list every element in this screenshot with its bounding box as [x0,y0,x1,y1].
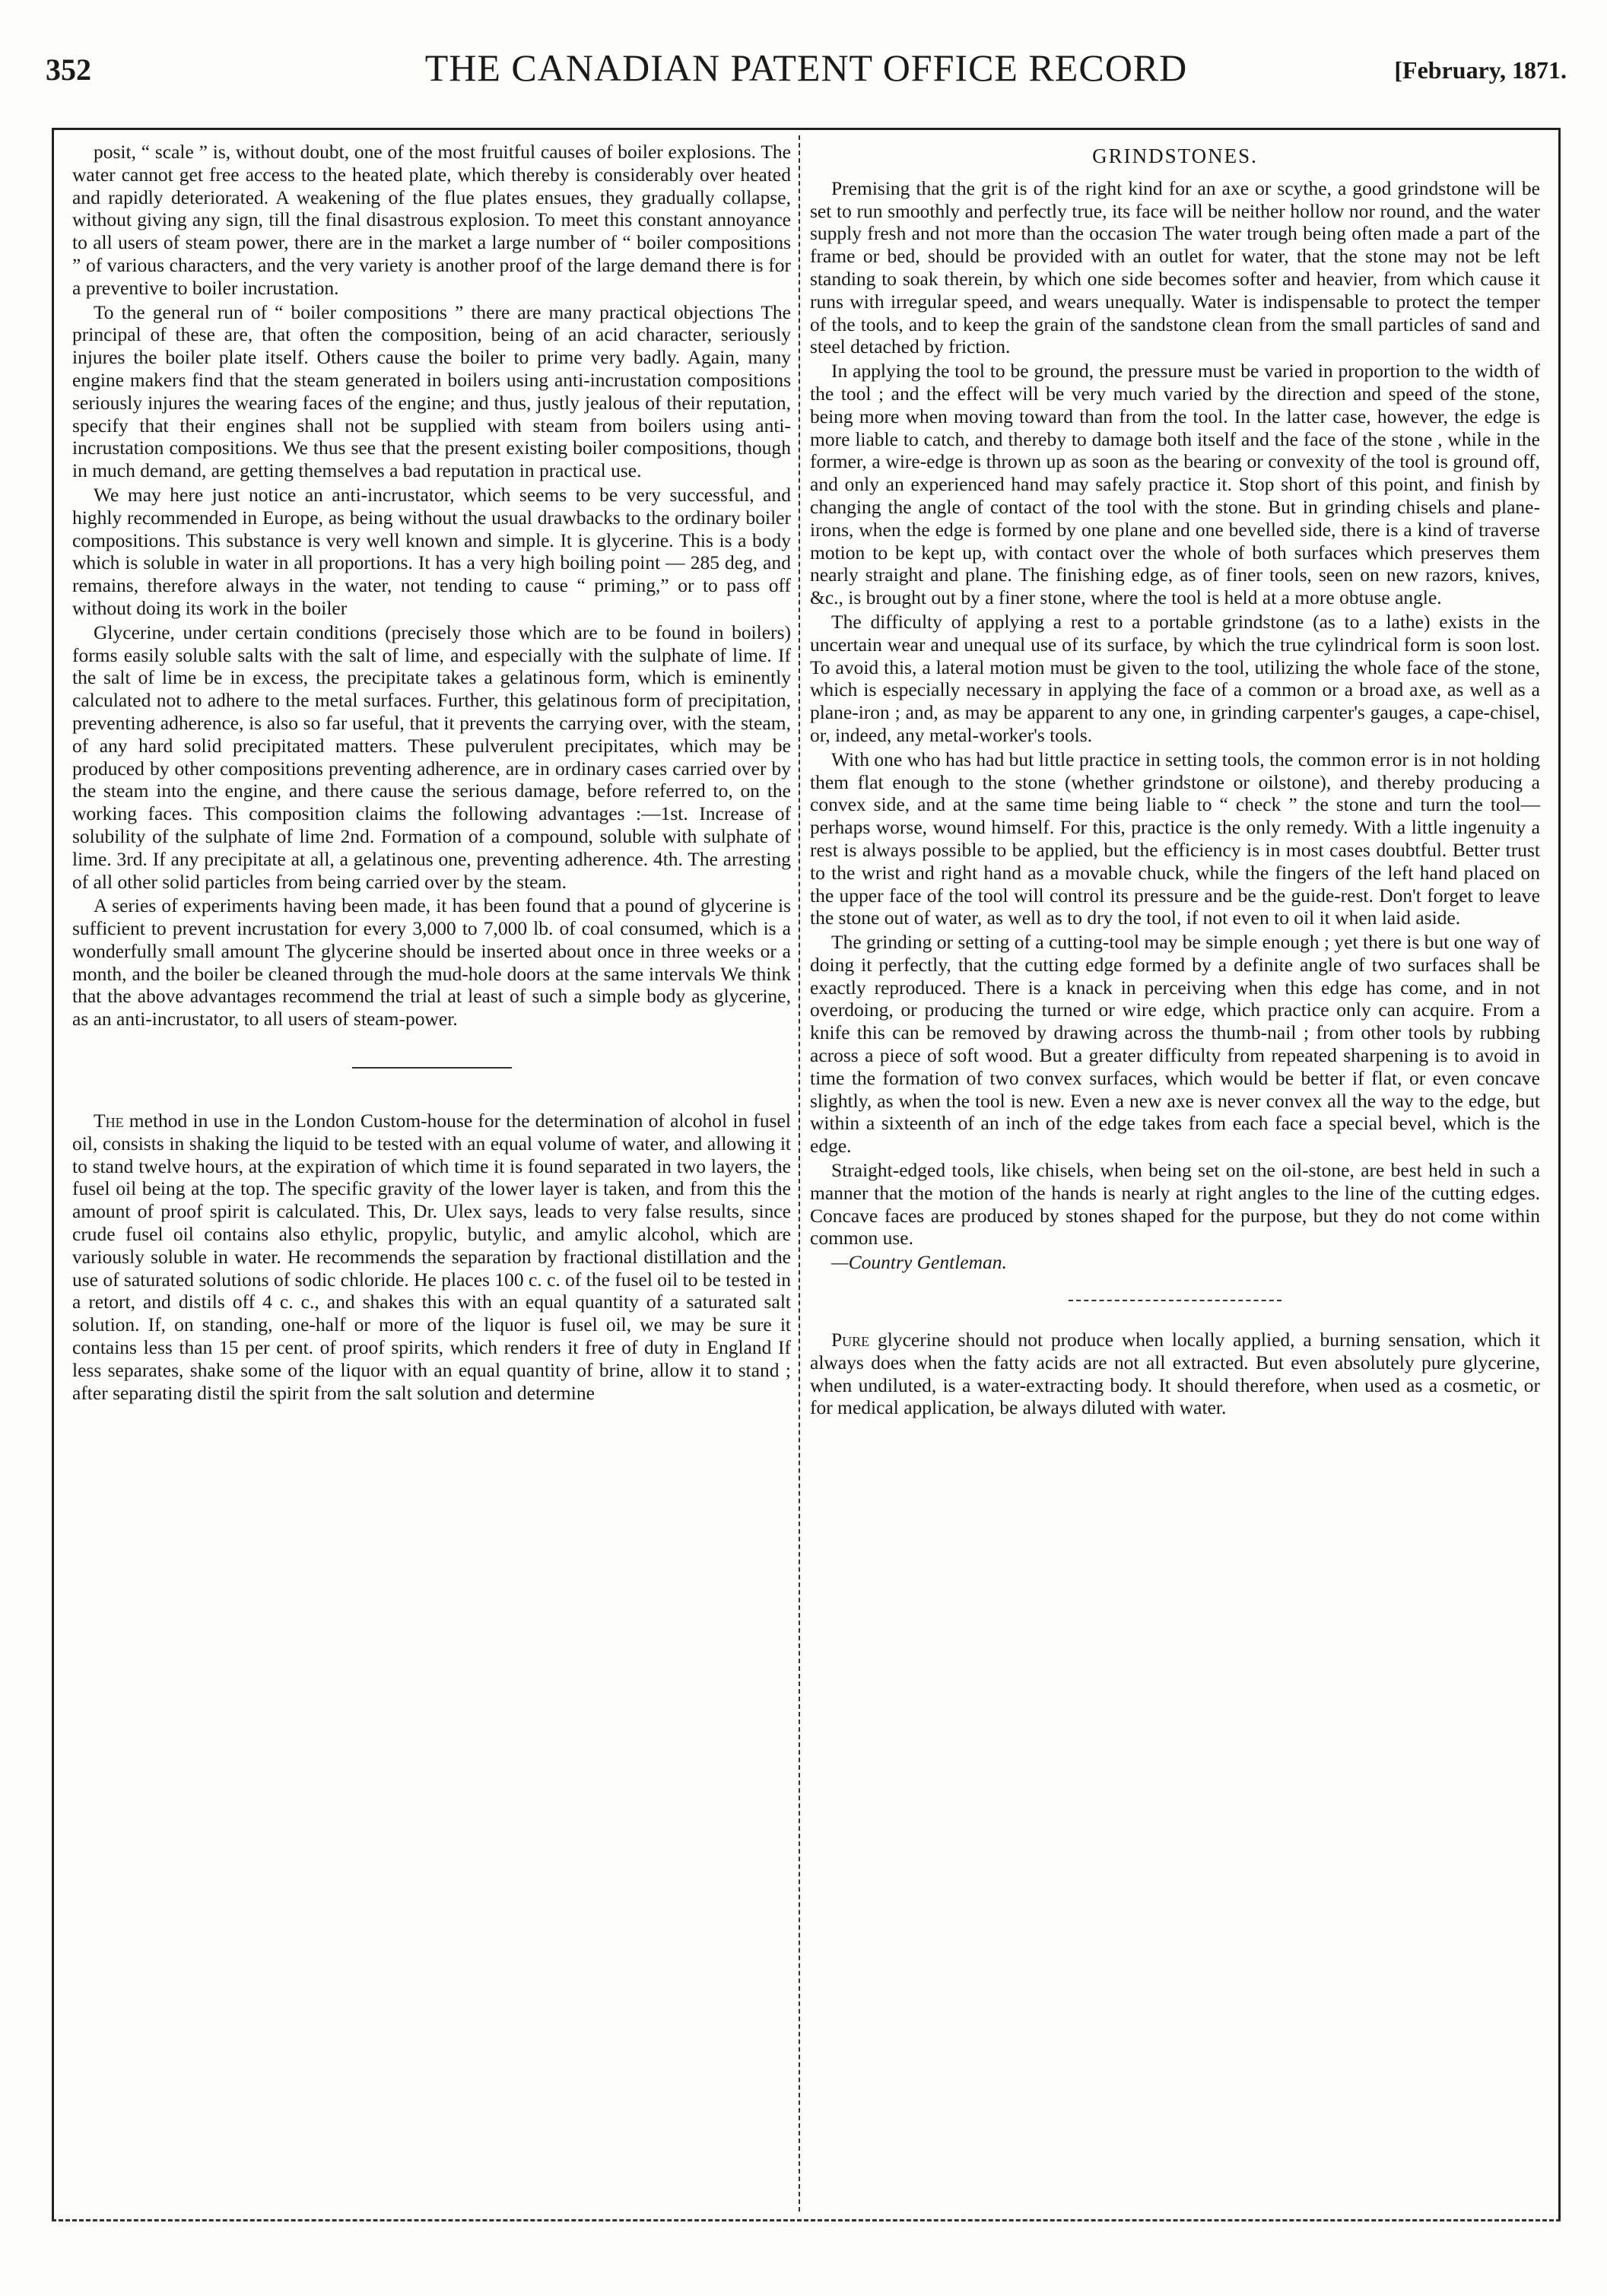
boiler-paragraph-3: We may here just notice an anti-incrustator, which seems to be very successful, and highly recommended in Europe, as being without the usual drawbacks to the ordinary boiler compositions. This substance is very well known and simple. It is glycerine. This is a body which is soluble in water in all proportions. It has a very high boiling point — 285 deg, and remains, therefore always in the water, not tending to cause “ priming,” or to pass off without doing its work in the boiler [72,483,791,619]
fusel-lead-word: The [94,1110,124,1132]
boiler-paragraph-4: Glycerine, under certain conditions (precisely those which are to be found in boilers) forms easily soluble salts with the salt of lime, and especially with the sulphate of lime. If the salt of lime be in excess, the precipitate takes a gelatinous form, which is eminently calculated not to adhere to the metal surfaces. Further, this gelatinous form of precipitation, preventing adherence, is also so far useful, that it prevents the carrying over, with the steam, of any hard solid precipitated matters. These pulverulent precipitates, which may be produced by other compositions preventing adherence, are in ordinary cases carried over by the steam into the engine, and there cause the serious damage, before referred to, on the working faces. This composition claims the following advantages :—1st. Increase of solubility of the sulphate of lime 2nd. Formation of a compound, soluble with sulphate of lime. 3rd. If any precipitate at all, a gelatinous one, preventing adherence. 4th. The arresting of all other solid particles from being carried over by the steam. [72,621,791,893]
grindstones-paragraph-2: In applying the tool to be ground, the pressure must be varied in proportion to the width of the tool ; and the effect will be very much varied by the direction and speed of the stone, being more when moving toward than from the tool. In the latter case, however, the edge is more liable to catch, and thereby to damage both itself and the face of the stone , while in the former, a wire-edge is thrown up as soon as the bearing or convexity of the tool is ground off, and only an experienced hand may safely practice it. Stop short of this point, and finish by changing the angle of contact of the tool with the stone. But in grinding chisels and plane-irons, when the edge is formed by one plane and one bevelled side, there is a kind of traverse motion to be kept up, with contact over the whole of both surfaces which preserves them nearly straight and plane. The finishing edge, as of finer tools, seen on new razors, knives, &c., is brought out by a finer stone, where the tool is held at a more obtuse angle. [810,360,1540,609]
grindstones-heading: GRINDSTONES. [1092,144,1258,167]
boiler-paragraph-2: To the general run of “ boiler compositions ” there are many practical objections The principal of these are, that often the composition, being of an acid character, seriously injures the boiler plate itself. Others cause the boiler to prime very badly. Again, many engine makers find that the steam generated in boilers using anti-incrustation compositions seriously injures the wearing faces of the engine; and thus, justly jealous of their reputation, specify that their engines shall not be supplied with steam from boilers using anti-incrustation compositions. We thus see that the present existing boiler compositions, though in much demand, are getting themselves a bad reputation in practical use. [72,300,791,482]
grindstones-paragraph-1: Premising that the grit is of the right kind for an axe or scythe, a good grindstone will be set to run smoothly and perfectly true, its face will be neither hollow nor round, and the water supply fresh and not more than the occasion The water trough being often made a part of the frame or bed, should be provided with an outlet for water, that the stone may not be left standing to soak therein, by which one side becomes softer and heavier, from which cause it runs with irregular speed, and wears unequally. Water is indispensable to protect the temper of the tools, and to keep the grain of the sandstone clean from the small particles of sand and steel detached by friction. [810,176,1540,358]
glycerine-lead-word: Pure [831,1329,870,1351]
fusel-body: method in use in the London Custom-house for the determination of alcohol in fusel oil, consists in shaking the liquid to be tested with an equal volume of water, and allowing it to stand twelve hours, at the expiration of which time it is found separated in two layers, the fusel oil being at the top. The specific gravity of the lower layer is taken, and from this the amount of proof spirit is calculated. This, Dr. Ulex says, leads to very false results, since crude fusel oil contains also ethylic, propylic, butylic, and amylic alcohol, which are variously soluble in water. He recommends the separation by fractional distillation and the use of saturated solutions of sodic chloride. He places 100 c. c. of the fusel oil to be tested in a retort, and distils off 4 c. c., and shakes this with an equal quantity of a saturated salt solution. If, on standing, one-half or more of the liquor is fusel oil, we may be sure it contains less than 15 per cent. of proof spirits, which renders it free of duty in England If less separates, shake some of the liquor with an equal quantity of brine, allow it to stand ; after separating distil the spirit from the salt solution and determine [72,1110,791,1404]
left-column [72,141,791,1404]
glycerine-note [810,1329,1540,1419]
page-header [46,46,1567,99]
grindstones-paragraph-3: The difficulty of applying a rest to a portable grindstone (as to a lathe) exists in the uncertain wear and unequal use of its surface, by which the true cylindrical form is soon lost. To avoid this, a lateral motion must be given to the tool, utilizing the whole face of the stone, which is especially necessary in applying the face of a common or a broad axe, as well as a plane-iron ; and, as may be apparent to any one, in grinding carpenter's gauges, a cape-chisel, or, indeed, any metal-worker's tools. [810,610,1540,746]
issue-date: [February, 1871. [1394,56,1567,84]
section-rule [1069,1300,1281,1301]
glycerine-body: glycerine should not produce when locally applied, a burning sensation, which it always does when the fatty acids are not all extracted. But even absolutely pure glycerine, when undiluted, is a water-extracting body. It should therefore, when used as a cosmetic, or for medical application, be always diluted with water. [810,1329,1540,1419]
right-column [810,141,1540,1419]
article-credit: —Country Gentleman. [831,1251,1007,1274]
journal-title: THE CANADIAN PATENT OFFICE RECORD [424,46,1188,89]
bottom-rule [52,2219,1561,2221]
grindstones-paragraph-6: Straight-edged tools, like chisels, when being set on the oil-stone, are best held in such a manner that the motion of the hands is nearly at right angles to the line of the cutting edges. Concave faces are produced by stones shaped for the purpose, but they do not come within common use. [810,1159,1540,1250]
section-rule [352,1067,512,1069]
column-divider [799,135,800,2212]
fusel-oil-article [72,1110,791,1404]
boiler-paragraph-1: posit, “ scale ” is, without doubt, one of the most fruitful causes of boiler explosions. The water cannot get free access to the heated plate, which thereby is considerably over heated and rapidly deteriorated. A weakening of the flue plates ensues, they gradually collapse, without giving any sign, till the final disastrous explosion. To meet this constant annoyance to all users of steam power, there are in the market a large number of “ boiler compositions ” of various characters, and the very variety is another proof of the large demand there is for a preventive to boiler incrustation. [72,141,791,299]
grindstones-paragraph-5: The grinding or setting of a cutting-tool may be simple enough ; yet there is but one way of doing it perfectly, that the cutting edge formed by a definite angle of two surfaces shall be exactly reproduced. There is a knack in perceiving when this edge has come, and in not overdoing, or producing the turned or wire edge, which practice only can acquire. From a knife this can be removed by drawing across the thumb-nail ; from other tools by rubbing across a piece of soft wood. But a greater difficulty from repeated sharpening is to avoid in time the formation of two convex surfaces, which would be better if flat, or even concave slightly, as when the tool is new. Even a new axe is never convex all the way to the edge, but within a sixteenth of an inch of the edge takes from each face a special bevel, which is the edge. [810,931,1540,1158]
grindstones-paragraph-4: With one who has had but little practice in setting tools, the common error is in not holding them flat enough to the stone (whether grindstone or oilstone), and thereby producing a convex side, and at the same time being liable to “ check ” the stone and turn the tool—perhaps worse, wound himself. For this, practice is the only remedy. With a little ingenuity a rest is always possible to be applied, but the efficiency is in most cases doubtful. Better trust to the wrist and right hand as a movable chuck, while the fingers of the left hand placed on the upper face of the tool will control its pressure and be the guide-rest. Don't forget to leave the stone out of water, as well as to dry the tool, if not even to oil it when laid aside. [810,748,1540,929]
boiler-paragraph-5: A series of experiments having been made, it has been found that a pound of glycerine is sufficient to prevent incrustation for every 3,000 to 7,000 lb. of coal consumed, which is a wonderfully small amount The glycerine should be inserted about once in three weeks or a month, and the boiler be cleaned through the mud-hole doors at the same intervals We think that the above advantages recommend the trial at least of such a simple body as glycerine, as an anti-incrustator, to all users of steam-power. [72,894,791,1031]
page-number: 352 [46,52,91,87]
